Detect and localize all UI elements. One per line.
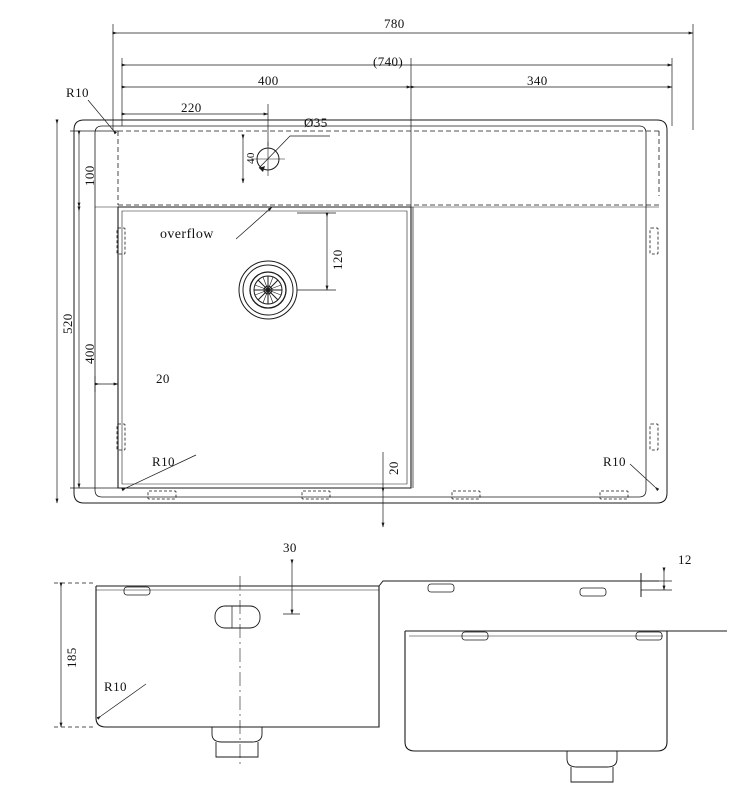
- label-overflow-note: overflow: [160, 227, 214, 242]
- dim-tap-diameter-35: [259, 136, 330, 172]
- dim-left-inset-20: [95, 376, 118, 392]
- leader-overflow: [236, 207, 272, 239]
- label-drain-height: 30: [283, 540, 297, 555]
- dim-rim-thickness-12: [641, 568, 672, 590]
- dim-drain-height-30: [283, 560, 300, 614]
- label-radius-bottom-left: R10: [152, 454, 175, 469]
- side-elevation: [405, 631, 727, 782]
- label-radius-top-left: R10: [66, 85, 89, 100]
- drain-strainer: [239, 261, 297, 319]
- label-drain-offset: 120: [330, 249, 345, 270]
- label-bowl-width: 400: [258, 73, 279, 88]
- label-right-section: 340: [527, 73, 548, 88]
- top-view-bowl: [118, 207, 411, 488]
- label-radius-bottom-right: R10: [603, 454, 626, 469]
- label-tap-hole-diameter: Ø35: [304, 115, 328, 130]
- label-bottom-inset: 20: [386, 461, 401, 475]
- front-elevation: [96, 573, 659, 765]
- label-overall-depth: 520: [60, 313, 75, 334]
- label-tap-hole-back: 40: [245, 152, 257, 164]
- top-view-mounting-clips: [117, 228, 658, 499]
- leader-r10-top-left: [88, 100, 113, 130]
- label-bowl-height: 185: [64, 647, 79, 668]
- label-top-band: 100: [82, 165, 97, 186]
- top-view-sink-outline: [74, 120, 667, 503]
- label-overall-width: 780: [384, 16, 405, 31]
- label-radius-elevation: R10: [104, 679, 127, 694]
- label-tap-hole-offset: 220: [181, 100, 202, 115]
- leader-r10-bottom-right: [630, 464, 655, 487]
- top-view-tap-deck: [118, 131, 659, 205]
- label-inner-width: (740): [373, 54, 404, 69]
- label-rim-thickness: 12: [678, 552, 692, 567]
- label-bowl-depth: 400: [82, 343, 97, 364]
- label-left-inset: 20: [156, 371, 170, 386]
